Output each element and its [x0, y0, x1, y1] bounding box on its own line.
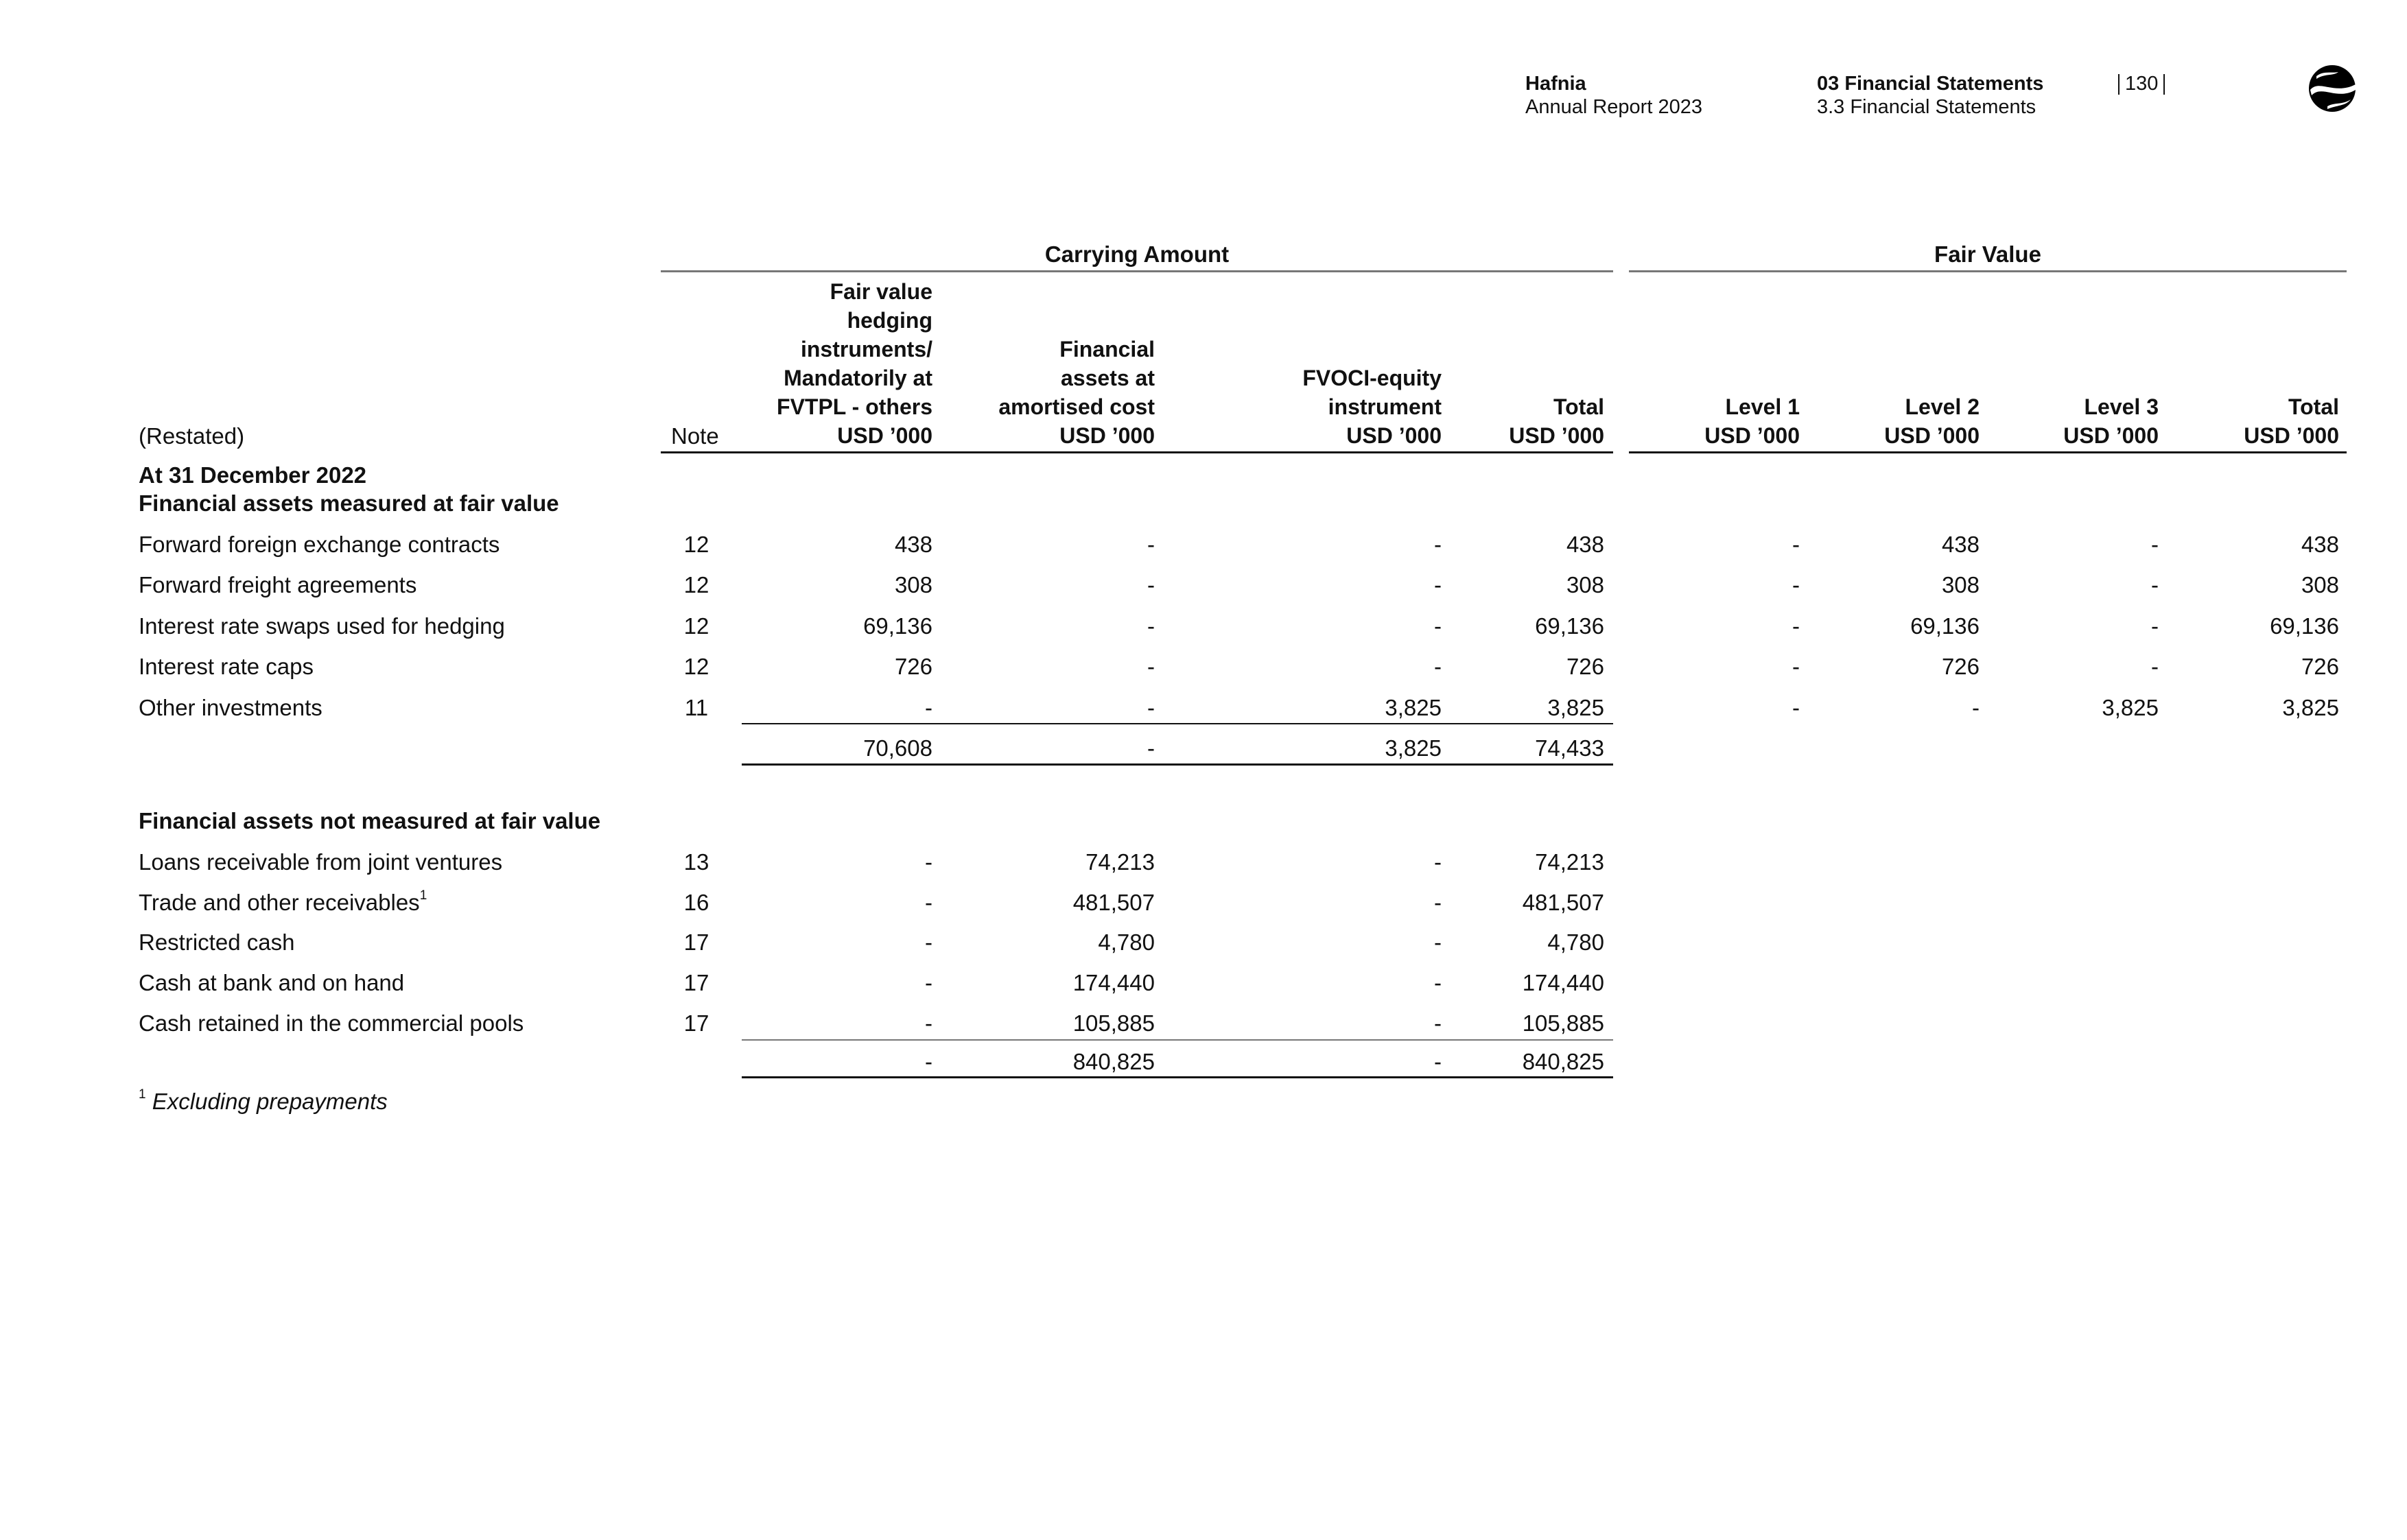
row-note: 12 — [683, 613, 709, 639]
footnote-marker: 1 — [139, 1087, 146, 1102]
column-header-line: USD ’000 — [2063, 423, 2159, 448]
restated-label: (Restated) — [139, 423, 245, 449]
cell: - — [1434, 1049, 1442, 1074]
hafnia-logo-icon — [2307, 64, 2358, 113]
section-heading-not-fair-value: Financial assets not measured at fair value — [139, 808, 601, 833]
cell: - — [2151, 532, 2159, 557]
cell: - — [1434, 970, 1442, 995]
divider — [2163, 74, 2165, 95]
divider — [2118, 74, 2120, 95]
column-header-line: USD ’000 — [2244, 423, 2339, 448]
subsection-title: 3.3 Financial Statements — [1817, 96, 2036, 118]
cell: 840,825 — [1072, 1049, 1155, 1074]
cell: 726 — [1566, 654, 1604, 679]
row-label: Cash retained in the commercial pools — [139, 1010, 524, 1036]
cell: - — [1434, 849, 1442, 875]
row-note: 11 — [684, 695, 709, 720]
row-label: Forward foreign exchange contracts — [139, 532, 500, 557]
column-header-line: amortised cost — [998, 394, 1155, 419]
cell: 308 — [1941, 572, 1980, 597]
column-header-line: Fair value — [830, 279, 932, 304]
cell: 69,136 — [1910, 613, 1980, 639]
cell: - — [1434, 613, 1442, 639]
row-note: 17 — [683, 1010, 709, 1036]
cell: 308 — [2301, 572, 2339, 597]
cell: 69,136 — [2270, 613, 2339, 639]
column-header-line: Financial — [1059, 337, 1155, 362]
column-header-fvtpl — [777, 277, 932, 450]
cell: - — [1147, 572, 1155, 597]
cell: - — [1792, 572, 1800, 597]
cell: 438 — [2301, 532, 2339, 557]
cell: 4,780 — [1098, 929, 1155, 955]
column-header-level-2 — [1884, 392, 1980, 450]
cell: 481,507 — [1522, 890, 1604, 915]
row-label — [139, 890, 427, 916]
cell: 174,440 — [1072, 970, 1155, 995]
cell: - — [1434, 1010, 1442, 1036]
column-header-line: Level 3 — [2084, 394, 2159, 419]
cell: 105,885 — [1522, 1010, 1604, 1036]
row-label: Cash at bank and on hand — [139, 970, 405, 995]
column-header-total-carrying — [1509, 392, 1604, 450]
cell: - — [925, 695, 932, 720]
cell: - — [925, 970, 932, 995]
row-note: 17 — [683, 970, 709, 995]
cell: 3,825 — [1547, 695, 1604, 720]
cell: 308 — [1566, 572, 1604, 597]
row-note: 16 — [683, 890, 709, 915]
cell: 3,825 — [1385, 735, 1442, 761]
row-note: 12 — [683, 532, 709, 557]
cell: - — [2151, 654, 2159, 679]
cell: 726 — [894, 654, 932, 679]
cell: 726 — [1941, 654, 1980, 679]
cell: - — [2151, 613, 2159, 639]
cell: 308 — [894, 572, 932, 597]
note-header: Note — [671, 423, 719, 449]
cell: 74,213 — [1535, 849, 1604, 875]
cell: 481,507 — [1072, 890, 1155, 915]
cell: 726 — [2301, 654, 2339, 679]
page-number-text: 130 — [2125, 73, 2159, 95]
cell: - — [1792, 613, 1800, 639]
divider — [1629, 451, 2347, 453]
cell: - — [925, 929, 932, 955]
cell: 4,780 — [1547, 929, 1604, 955]
row-label: Forward freight agreements — [139, 572, 417, 597]
cell: 174,440 — [1522, 970, 1604, 995]
column-header-line: USD ’000 — [1059, 423, 1155, 448]
report-title: Annual Report 2023 — [1525, 96, 1702, 118]
column-header-line: USD ’000 — [1704, 423, 1800, 448]
date-heading: At 31 December 2022 — [139, 462, 367, 488]
cell: - — [1147, 735, 1155, 761]
column-header-total-fair-value — [2244, 392, 2339, 450]
column-header-line: Total — [1553, 394, 1604, 419]
page-number — [2118, 73, 2165, 95]
row-label: Other investments — [139, 695, 322, 720]
column-header-amortised-cost — [998, 335, 1155, 450]
cell: - — [1434, 532, 1442, 557]
cell: - — [1972, 695, 1980, 720]
group-header-carrying-amount: Carrying Amount — [1044, 241, 1230, 267]
cell: - — [1147, 695, 1155, 720]
cell: - — [1792, 654, 1800, 679]
divider — [742, 763, 1613, 766]
column-header-line: Total — [2288, 394, 2339, 419]
column-header-line: USD ’000 — [1509, 423, 1604, 448]
column-header-line: Level 2 — [1905, 394, 1980, 419]
column-header-line: Mandatorily at — [784, 366, 932, 390]
cell: - — [2151, 572, 2159, 597]
cell: - — [1792, 532, 1800, 557]
column-header-line: Level 1 — [1725, 394, 1800, 419]
column-header-fvoci — [1302, 364, 1442, 450]
cell: - — [1434, 572, 1442, 597]
cell: - — [1147, 613, 1155, 639]
company-name: Hafnia — [1525, 73, 1586, 95]
row-label: Restricted cash — [139, 929, 295, 955]
footnote-marker: 1 — [419, 888, 427, 903]
cell: 438 — [1566, 532, 1604, 557]
column-header-line: FVTPL - others — [777, 394, 932, 419]
cell: - — [1147, 532, 1155, 557]
cell: - — [1434, 890, 1442, 915]
cell: 70,608 — [863, 735, 932, 761]
cell: - — [1434, 929, 1442, 955]
cell: - — [925, 1049, 932, 1074]
row-note: 13 — [683, 849, 709, 875]
divider — [742, 723, 1613, 724]
cell: 69,136 — [863, 613, 932, 639]
cell: - — [1792, 695, 1800, 720]
group-header-fair-value: Fair Value — [1934, 241, 2041, 267]
row-label: Loans receivable from joint ventures — [139, 849, 503, 875]
cell: - — [1434, 654, 1442, 679]
cell: 105,885 — [1072, 1010, 1155, 1036]
row-note: 12 — [683, 572, 709, 597]
cell: - — [925, 1010, 932, 1036]
column-header-line: USD ’000 — [1884, 423, 1980, 448]
row-label: Interest rate swaps used for hedging — [139, 613, 505, 639]
column-header-level-1 — [1704, 392, 1800, 450]
column-header-line: instrument — [1328, 394, 1442, 419]
row-label: Interest rate caps — [139, 654, 314, 679]
column-header-line: USD ’000 — [837, 423, 932, 448]
divider — [1629, 270, 2347, 272]
column-header-line: instruments/ — [800, 337, 932, 362]
section-heading-fair-value: Financial assets measured at fair value — [139, 490, 559, 516]
divider — [742, 1039, 1613, 1041]
cell: 438 — [1941, 532, 1980, 557]
column-header-line: hedging — [847, 308, 932, 333]
cell: 74,213 — [1085, 849, 1155, 875]
cell: 438 — [894, 532, 932, 557]
divider — [661, 451, 1613, 453]
row-note: 12 — [683, 654, 709, 679]
cell: 3,825 — [1385, 695, 1442, 720]
cell: - — [925, 849, 932, 875]
cell: 69,136 — [1535, 613, 1604, 639]
cell: - — [925, 890, 932, 915]
cell: 74,433 — [1535, 735, 1604, 761]
column-header-line: FVOCI-equity — [1302, 366, 1442, 390]
section-title: 03 Financial Statements — [1817, 73, 2044, 95]
cell: 3,825 — [2102, 695, 2159, 720]
column-header-line: USD ’000 — [1346, 423, 1442, 448]
cell: 3,825 — [2282, 695, 2339, 720]
row-label-text: Trade and other receivables — [139, 890, 420, 915]
row-note: 17 — [683, 929, 709, 955]
cell: - — [1147, 654, 1155, 679]
column-header-line: assets at — [1061, 366, 1155, 390]
divider — [742, 1076, 1613, 1078]
cell: 840,825 — [1522, 1049, 1604, 1074]
column-header-level-3 — [2063, 392, 2159, 450]
footnote — [139, 1089, 388, 1115]
footnote-text: Excluding prepayments — [152, 1089, 388, 1114]
divider — [661, 270, 1613, 272]
